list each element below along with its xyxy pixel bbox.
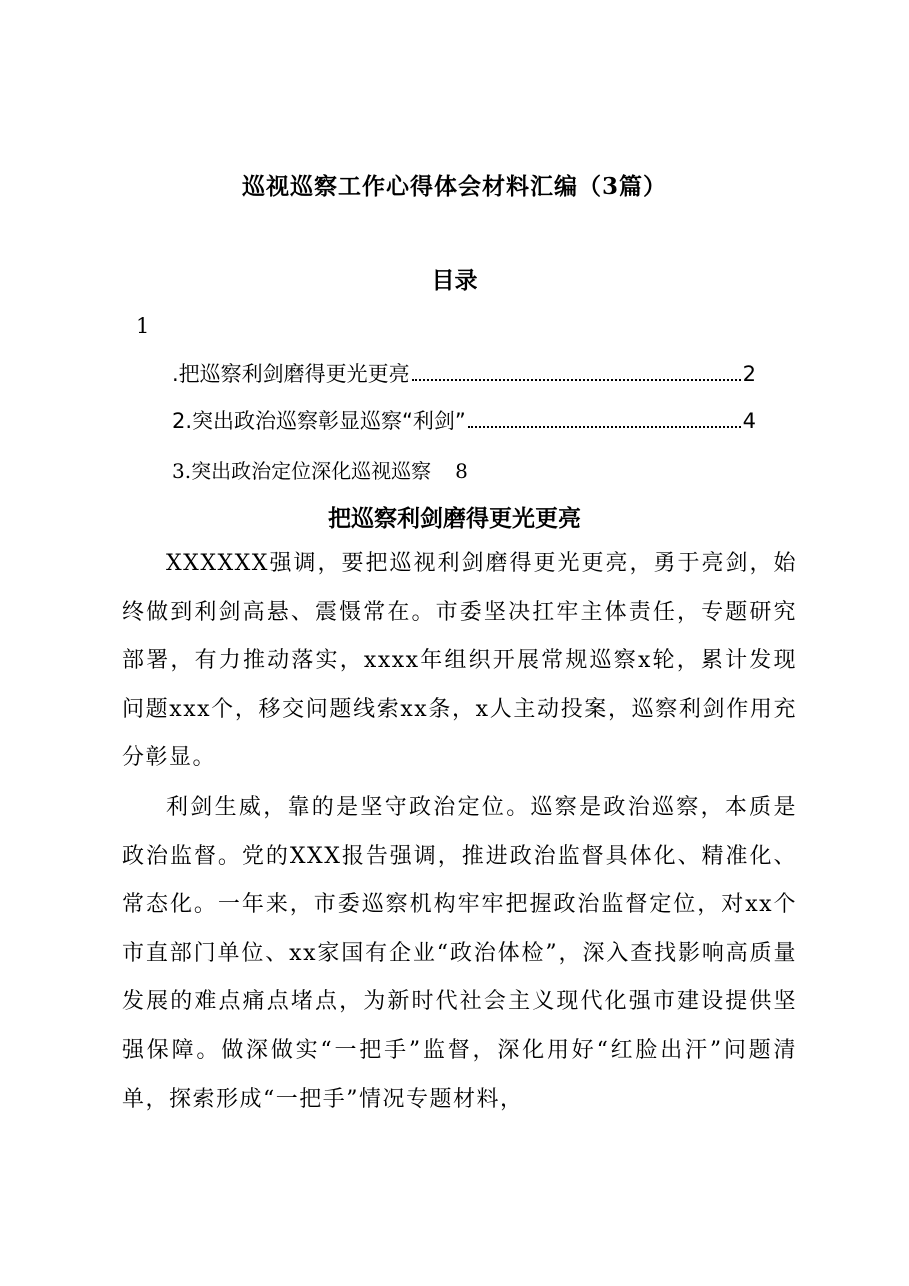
body-paragraph-2 xyxy=(122,784,797,1124)
toc-entry-page: 2 xyxy=(742,362,756,386)
toc-entry-page: 4 xyxy=(742,409,756,433)
document-title: 巡视巡察工作心得体会材料汇编（3篇） xyxy=(241,173,667,200)
toc-entry-2[interactable] xyxy=(172,405,756,437)
section-title: 把巡察利剑磨得更光更亮 xyxy=(328,505,581,532)
toc-entry-3[interactable] xyxy=(172,455,468,484)
toc-entry-page: 8 xyxy=(455,459,468,483)
toc-leading-number: 1 xyxy=(136,314,150,338)
toc-entry-label: .把巡察利剑磨得更光更亮 xyxy=(172,362,410,386)
toc-heading: 目录 xyxy=(431,267,478,294)
toc-entry-label: 3.突出政治定位深化巡视巡察 xyxy=(172,459,432,483)
toc-entry-label: 2.突出政治巡察彰显巡察“利剑” xyxy=(172,409,466,433)
paragraph-text: XXXXXX强调，要把巡视利剑磨得更光更亮，勇于亮剑，始终做到利剑高悬、震慑常在。市委坚决扛牢主体责任，专题研究部署，有力推动落实，xxxx年组织开展常规巡察x轮，累计发现问题xxx个，移交问题线索xx条，x人主动投案，巡察利剑作用充分彰显。 xyxy=(122,551,797,771)
toc-dot-leader xyxy=(412,378,741,381)
paragraph-text: 利剑生威，靠的是坚守政治定位。巡察是政治巡察，本质是政治监督。党的XXX报告强调，推进政治监督具体化、精准化、常态化。一年来，市委巡察机构牢牢把握政治监督定位，对xx个市直部门单位、xx家国有企业“政治体检”，深入查找影响高质量发展的难点痛点堵点，为新时代社会主义现代化强市建设提供坚强保障。做深做实“一把手”监督，深化用好“红脸出汗”问题清单，探索形成“一把手”情况专题材料， xyxy=(122,795,797,1112)
toc-entry-1[interactable] xyxy=(172,358,756,390)
toc-dot-leader xyxy=(468,425,741,428)
body-paragraph-1 xyxy=(122,540,797,783)
